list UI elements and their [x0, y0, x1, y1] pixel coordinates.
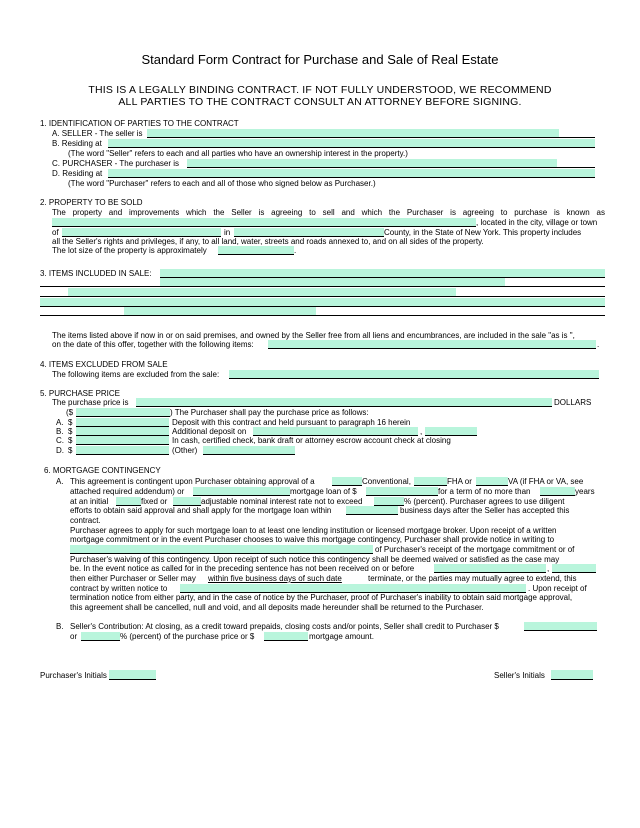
mortgage-contingency-text: This agreement is contingent upon Purchaser obtaining approval of a — [70, 477, 315, 486]
notice-deadline-comma: , — [547, 564, 550, 573]
fha-label: FHA or — [447, 477, 472, 486]
additional-items-period: . — [597, 340, 600, 349]
seller-initials-field[interactable] — [551, 670, 593, 680]
deposit-amount-field[interactable] — [76, 418, 169, 427]
lot-size-field[interactable] — [218, 246, 297, 255]
fixed-label: fixed or — [141, 497, 168, 506]
va-field[interactable] — [476, 477, 508, 486]
written-notice-recipient-field[interactable] — [180, 584, 526, 593]
seller-residence-field[interactable] — [108, 139, 595, 148]
purchaser-label: C. PURCHASER - The purchaser is — [52, 159, 179, 168]
percent-diligent-text: % (percent). Purchaser agrees to use diligent — [404, 497, 565, 506]
legal-warning-line1: THIS IS A LEGALLY BINDING CONTRACT. IF NOT FULLY UNDERSTOOD, WE RECOMMEND — [88, 84, 552, 96]
included-items-line-5 — [40, 315, 605, 316]
va-label: VA (if FHA or VA, see — [508, 477, 584, 486]
apply-days-field[interactable] — [346, 506, 398, 515]
additional-items-label: on the date of this offer, together with the following items: — [52, 340, 254, 349]
mortgage-b-letter: B. — [56, 622, 64, 631]
mortgage-amount-text: mortgage amount. — [309, 632, 374, 641]
seller-credit-amount-field[interactable] — [524, 622, 597, 631]
section-2-heading: 2. PROPERTY TO BE SOLD — [40, 198, 143, 207]
section-1-heading: 1. IDENTIFICATION OF PARTIES TO THE CONTRACT — [40, 119, 239, 128]
mortgage-a-letter: A. — [56, 477, 64, 486]
seller-credit-percent-field[interactable] — [81, 632, 120, 641]
other-description-field[interactable] — [203, 446, 295, 455]
purchase-price-words-field[interactable] — [136, 398, 552, 407]
purchase-price-label: The purchase price is — [52, 398, 129, 407]
excluded-items-label: The following items are excluded from the sale: — [52, 370, 220, 379]
purchaser-note: (The word "Purchaser" refers to each and all of those who signed below as Purchaser.) — [68, 179, 376, 188]
terminate-text-start: then either Purchaser or Seller may — [70, 574, 196, 583]
section-3-heading: 3. ITEMS INCLUDED IN SALE: — [40, 269, 152, 278]
purchaser-initials-label: Purchaser's Initials — [40, 671, 107, 680]
payment-row-b-text: Additional deposit on — [172, 427, 247, 436]
years-label: years — [575, 487, 595, 496]
notice-deadline-text: be. In the event notice as called for in the preceding sentence has not been received on or before — [70, 564, 415, 573]
upon-receipt-text: . Upon receipt of — [528, 584, 587, 593]
property-county-field[interactable] — [234, 228, 384, 237]
lot-size-period: . — [294, 246, 297, 255]
additional-items-field[interactable] — [268, 340, 596, 349]
seller-label: A. SELLER - The seller is — [52, 129, 143, 138]
seller-initials-label: Seller's Initials — [494, 671, 545, 680]
waive-notice-text: mortgage commitment or in the event Purchaser chooses to waive this mortgage contingency, Purchaser shall provide notice in writing to — [70, 535, 555, 544]
property-of-label: of — [52, 228, 59, 237]
section-6-heading: 6. MORTGAGE CONTINGENCY — [44, 466, 161, 475]
purchase-price-amount-field[interactable] — [76, 408, 170, 417]
payment-terms-text: ) The Purchaser shall pay the purchase price as follows: — [170, 408, 369, 417]
term-label: for a term of no more than — [438, 487, 531, 496]
waiving-text: Purchaser's waiving of this contingency. Upon receipt of such notice this contingency shall be deemed waived or satisfied as the case may — [70, 555, 560, 564]
mortgage-amount-field[interactable] — [366, 487, 438, 496]
section-5-heading: 5. PURCHASE PRICE — [40, 389, 121, 398]
legal-warning-line2: ALL PARTIES TO THE CONTRACT CONSULT AN ATTORNEY BEFORE SIGNING. — [118, 96, 522, 108]
property-location-text: , located in the city, village or town — [476, 218, 598, 227]
addendum-text: attached required addendum) or — [70, 487, 185, 496]
fixed-rate-field[interactable] — [116, 497, 141, 506]
contract-text: contract. — [70, 516, 101, 525]
excluded-items-field[interactable] — [229, 370, 599, 379]
purchaser-residence-label: D. Residing at — [52, 169, 103, 178]
payment-row-c-letter: C. — [56, 436, 64, 445]
terminate-text-end: terminate, or the parties may mutually agree to extend, this — [368, 574, 577, 583]
receipt-text: of Purchaser's receipt of the mortgage commitment or of — [375, 545, 575, 554]
payment-row-d-letter: D. — [56, 446, 64, 455]
payment-row-b-comma: , — [420, 427, 423, 436]
included-items-line-3 — [40, 296, 605, 297]
seller-note: (The word "Seller" refers to each and all parties who have an ownership interest in the property.) — [68, 149, 408, 158]
other-mortgage-type-field[interactable] — [193, 487, 290, 496]
business-days-text: business days after the Seller has accepted this — [400, 506, 570, 515]
property-rights-text: all the Seller's rights and privileges, if any, to all land, water, streets and roads annexed to, and on all sides of the property. — [52, 237, 484, 246]
lot-size-label: The lot size of the property is approximately — [52, 246, 207, 255]
property-county-text: County, in the State of New York. This property includes — [384, 228, 582, 237]
other-amount-field[interactable] — [76, 446, 169, 455]
payment-row-d-dollar: $ — [68, 446, 73, 455]
included-items-field-1[interactable] — [160, 269, 605, 278]
additional-deposit-amount-field[interactable] — [76, 427, 169, 436]
property-in-label: in — [224, 228, 231, 237]
notice-deadline-date-field[interactable] — [434, 564, 546, 573]
fha-field[interactable] — [414, 477, 447, 486]
payment-row-c-dollar: $ — [68, 436, 73, 445]
cash-at-closing-amount-field[interactable] — [76, 436, 169, 445]
apply-within-text: efforts to obtain said approval and shall apply for the mortgage loan within — [70, 506, 332, 515]
seller-credit-mortgage-field[interactable] — [264, 632, 308, 641]
five-days-text: within five business days of such date — [208, 574, 342, 583]
section-4-heading: 4. ITEMS EXCLUDED FROM SALE — [40, 360, 168, 369]
payment-row-c-text: In cash, certified check, bank draft or attorney escrow account check at closing — [172, 436, 451, 445]
seller-credit-percent-text: % (percent) of the purchase price or $ — [120, 632, 255, 641]
adjustable-rate-field[interactable] — [173, 497, 201, 506]
seller-contribution-or: or — [70, 632, 78, 641]
property-address-field[interactable] — [52, 218, 476, 227]
seller-residence-label: B. Residing at — [52, 139, 102, 148]
payment-row-b-letter: B. — [56, 427, 64, 436]
payment-row-a-letter: A. — [56, 418, 64, 427]
purchaser-name-field[interactable] — [187, 159, 557, 168]
payment-row-d-text: (Other) — [172, 446, 198, 455]
initial-label: at an initial — [70, 497, 109, 506]
written-notice-text: contract by written notice to — [70, 584, 168, 593]
purchase-price-dollar-open: ($ — [66, 408, 74, 417]
cancellation-text: this agreement shall be cancelled, null and void, and all deposits made hereunder shall be returned to the Purchaser. — [70, 603, 484, 612]
conventional-label: Conventional, — [362, 477, 411, 486]
purchaser-initials-field[interactable] — [109, 670, 156, 680]
included-items-field-4[interactable] — [40, 298, 605, 307]
termination-notice-text: termination notice from either party, and in the case of notice by the Purchaser, proof of Purchaser's inability to obtain said mortgage approval, — [70, 593, 573, 602]
seller-name-field[interactable] — [147, 129, 559, 138]
apply-institution-text: Purchaser agrees to apply for such mortgage loan to at least one lending institution or licensed mortgage broker. Upon receipt of a written — [70, 526, 557, 535]
purchaser-name-line — [557, 167, 595, 168]
interest-rate-field[interactable] — [374, 497, 404, 506]
property-description: The property and improvements which the Seller is agreeing to sell and which the Purchaser is agreeing to purchase is known as — [52, 208, 605, 217]
seller-contribution-text: Seller's Contribution: At closing, as a credit toward prepaids, closing costs and/or points, Seller shall credit to Purchaser $ — [70, 622, 499, 631]
additional-deposit-date-field[interactable] — [253, 427, 418, 436]
seller-name-line — [559, 137, 595, 138]
payment-row-b-dollar: $ — [68, 427, 73, 436]
payment-row-a-text: Deposit with this contract and held pursuant to paragraph 16 herein — [172, 418, 411, 427]
included-items-text: The items listed above if now in or on said premises, and owned by the Seller free from all liens and encumbrances, are included in the sale "as is ", — [52, 331, 575, 340]
property-city-field[interactable] — [62, 228, 221, 237]
notice-recipient-field[interactable] — [70, 545, 373, 554]
notice-deadline-year-field[interactable] — [552, 564, 596, 573]
included-items-field-2[interactable] — [160, 278, 505, 287]
additional-deposit-year-field[interactable] — [425, 427, 477, 436]
dollars-label: DOLLARS — [554, 398, 592, 407]
conventional-field[interactable] — [332, 477, 362, 486]
term-years-field[interactable] — [540, 487, 575, 496]
purchaser-residence-field[interactable] — [108, 169, 595, 178]
adjustable-label: adjustable nominal interest rate not to exceed — [201, 497, 363, 506]
page-title: Standard Form Contract for Purchase and Sale of Real Estate — [141, 52, 499, 67]
mortgage-loan-label: mortgage loan of $ — [290, 487, 357, 496]
payment-row-a-dollar: $ — [68, 418, 73, 427]
